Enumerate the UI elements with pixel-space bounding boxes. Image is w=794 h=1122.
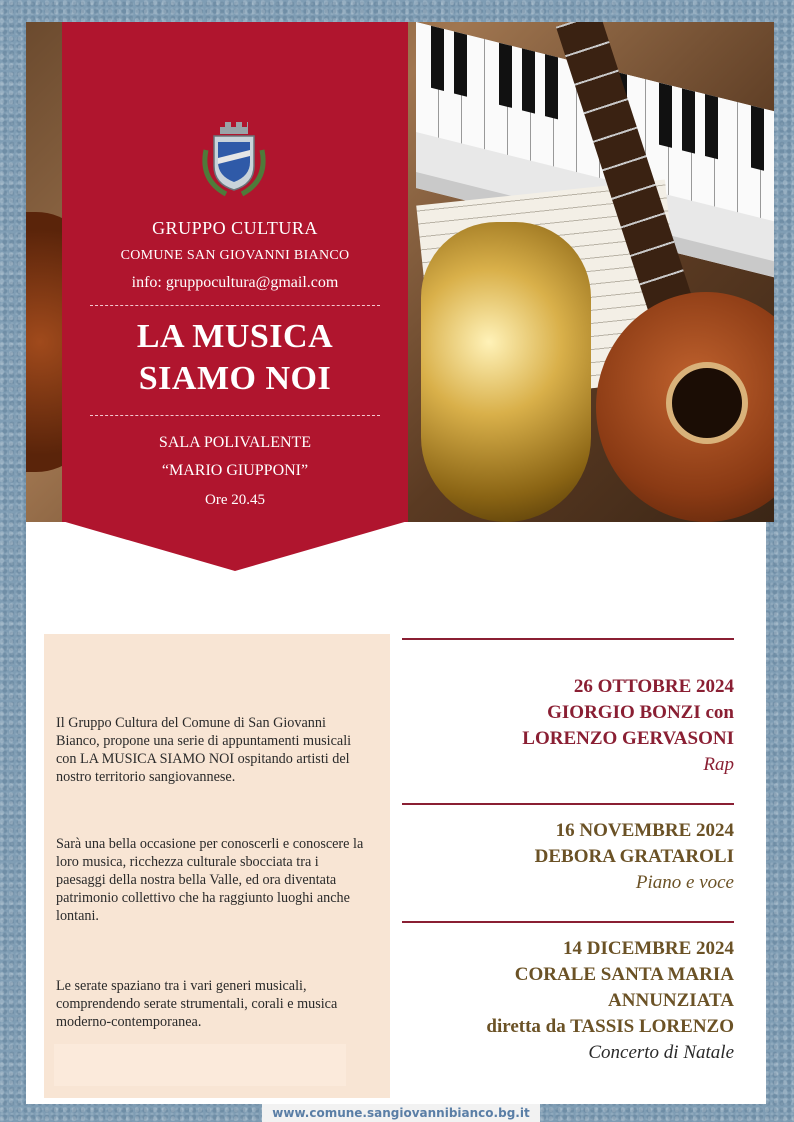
event-date: 16 NOVEMBRE 2024 (555, 820, 734, 841)
event-performer: CORALE SANTA MARIA (514, 964, 734, 985)
event-genre: Rap (703, 754, 734, 775)
event-date: 26 OTTOBRE 2024 (573, 676, 734, 697)
event-genre: Concerto di Natale (588, 1042, 734, 1063)
event-divider (402, 638, 734, 640)
description-paragraph-1: Il Gruppo Cultura del Comune di San Giovanni Bianco, propone una serie di appuntamenti musicali con LA MUSICA SIAMO NOI ospitando artisti del nostro territorio sangiovannese. (56, 715, 352, 785)
guitar-soundhole (666, 362, 748, 444)
banner-tip (62, 521, 408, 571)
contact-email[interactable]: info: gruppocultura@gmail.com (131, 274, 339, 291)
event-title-line1: LA MUSICA (136, 318, 334, 355)
event-genre: Piano e voce (635, 872, 734, 893)
municipal-crest-icon (196, 120, 272, 200)
event-director: diretta da TASSIS LORENZO (486, 1016, 734, 1037)
group-name: GRUPPO CULTURA (152, 218, 318, 238)
event-performer: GIORGIO BONZI con (547, 702, 734, 723)
venue-subname: “MARIO GIUPPONI” (161, 462, 309, 479)
event-item-2 (535, 818, 734, 896)
event-date: 14 DICEMBRE 2024 (562, 938, 734, 959)
divider-bottom (90, 415, 380, 416)
event-time: Ore 20.45 (205, 492, 265, 508)
description-paragraph-3: Le serate spaziano tra i vari generi musicali, comprendendo serate strumentali, corali e musica moderno-contemporanea. (56, 978, 338, 1030)
website-link[interactable]: www.comune.sangiovannibianco.bg.it (262, 1104, 540, 1122)
event-performer: ANNUNZIATA (608, 990, 734, 1011)
event-performer: DEBORA GRATAROLI (534, 846, 734, 867)
event-divider (402, 803, 734, 805)
event-divider (402, 921, 734, 923)
event-item-1 (522, 674, 734, 778)
divider-top (90, 305, 380, 306)
event-item-3 (486, 936, 734, 1066)
event-performer: LORENZO GERVASONI (522, 728, 734, 749)
municipality-name: COMUNE SAN GIOVANNI BIANCO (120, 248, 350, 263)
description-paragraph-2: Sarà una bella occasione per conoscerli e conoscere la loro musica, ricchezza culturale sbocciata tra i paesaggi della nostra bella Valle, ed ora diventata patrimonio collettivo che ha raggiunto luoghi anche lontani. (56, 836, 364, 924)
saxophone-image (421, 222, 591, 522)
venue-name: SALA POLIVALENTE (158, 434, 312, 451)
event-title (62, 316, 408, 400)
event-title-line2: SIAMO NOI (138, 360, 332, 397)
